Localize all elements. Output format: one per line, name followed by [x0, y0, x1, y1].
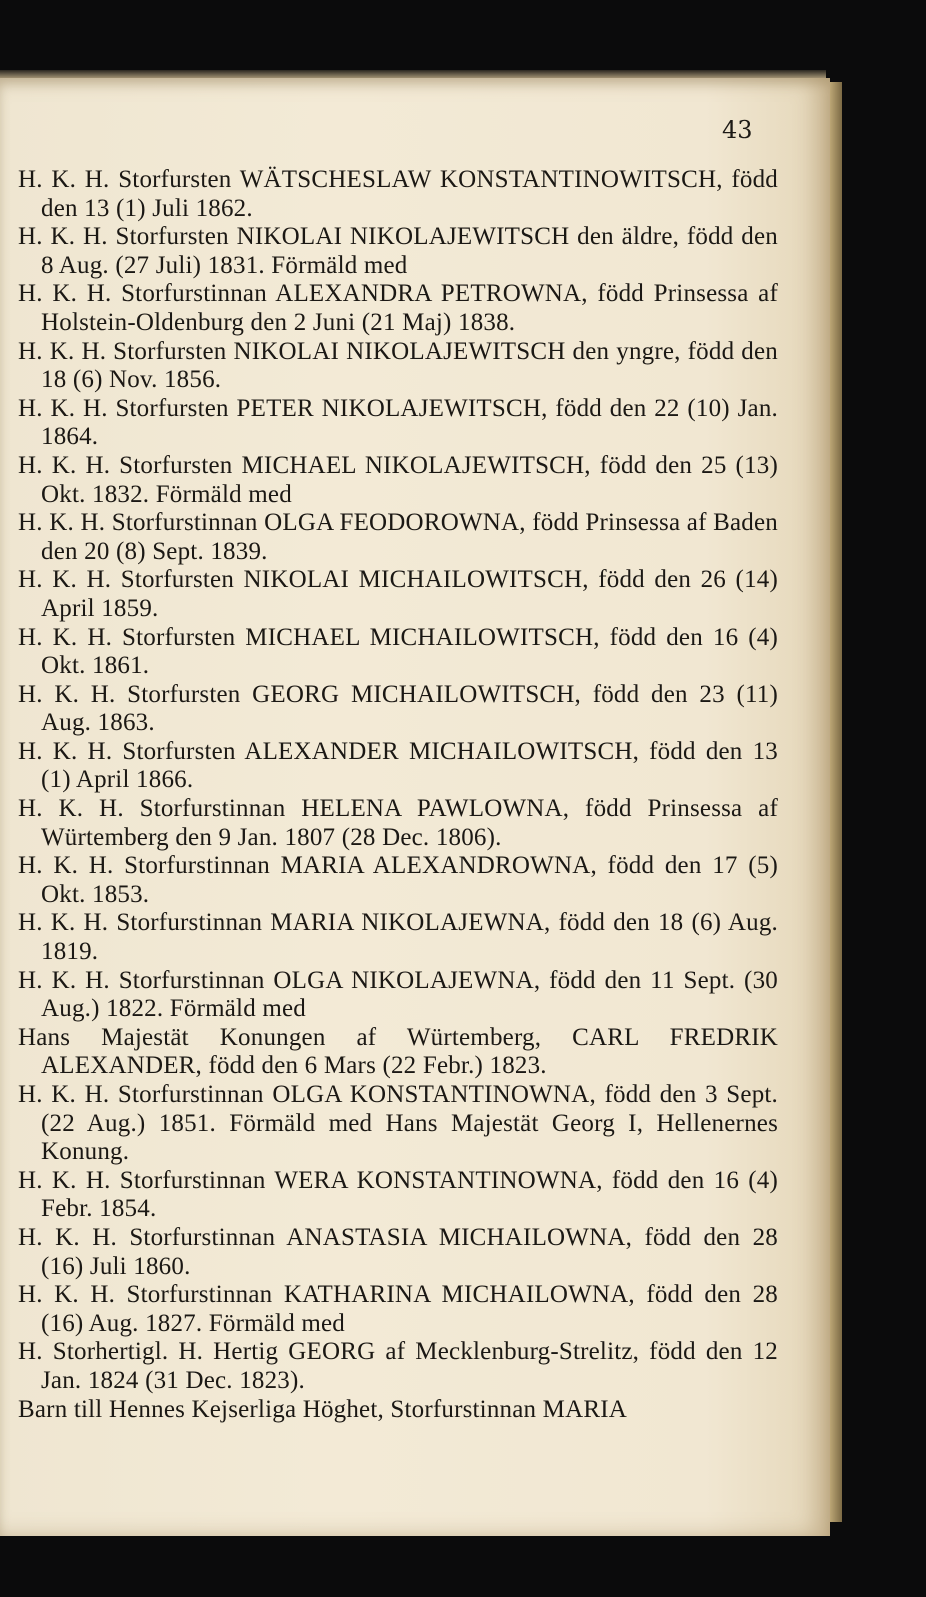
entry: H. K. H. Storfurstinnan OLGA NIKOLAJEWNA, född den 11 Sept. (30 Aug.) 1822. Förmäld med [18, 966, 778, 1023]
entry: H. K. H. Storfursten MICHAEL MICHAILOWITSCH, född den 16 (4) Okt. 1861. [18, 623, 778, 680]
entry: H. K. H. Storfurstinnan OLGA FEODOROWNA, född Prinsessa af Baden den 20 (8) Sept. 1839. [18, 509, 778, 565]
entry: H. K. H. Storfursten MICHAEL NIKOLAJEWITSCH, född den 25 (13) Okt. 1832. Förmäld med [18, 451, 778, 508]
page-number: 43 [722, 116, 753, 144]
entry: H. K. H. Storfurstinnan ANASTASIA MICHAILOWNA, född den 28 (16) Juli 1860. [18, 1223, 778, 1280]
entry: H. K. H. Storfurstinnan WERA KONSTANTINOWNA, född den 16 (4) Febr. 1854. [18, 1166, 778, 1223]
entry: H. K. H. Storfursten WÄTSCHESLAW KONSTANTINOWITSCH, född den 13 (1) Juli 1862. [18, 166, 778, 222]
entry: H. K. H. Storfurstinnan OLGA KONSTANTINOWNA, född den 3 Sept. (22 Aug.) 1851. Förmäld med Hans Majestät Georg I, Hellenernes Konung. [18, 1081, 778, 1166]
entry: H. K. H. Storfurstinnan KATHARINA MICHAILOWNA, född den 28 (16) Aug. 1827. Förmäld med [18, 1281, 778, 1337]
entry: H. K. H. Storfursten GEORG MICHAILOWITSCH, född den 23 (11) Aug. 1863. [18, 680, 778, 737]
entry: H. K. H. Storfurstinnan HELENA PAWLOWNA, född Prinsessa af Würtemberg den 9 Jan. 1807 (28 Dec. 1806). [18, 795, 778, 851]
page-text [18, 166, 778, 1424]
entry: H. K. H. Storfursten NIKOLAI NIKOLAJEWITSCH den äldre, född den 8 Aug. (27 Juli) 1831. Förmäld med [18, 223, 778, 279]
entry: H. K. H. Storfurstinnan MARIA NIKOLAJEWNA, född den 18 (6) Aug. 1819. [18, 909, 778, 966]
entry: H. Storhertigl. H. Hertig GEORG af Mecklenburg-Strelitz, född den 12 Jan. 1824 (31 Dec. 1823). [18, 1338, 778, 1394]
entry: Hans Majestät Konungen af Würtemberg, CARL FREDRIK ALEXANDER, född den 6 Mars (22 Febr.) 1823. [18, 1023, 778, 1080]
entry: H. K. H. Storfursten PETER NIKOLAJEWITSCH, född den 22 (10) Jan. 1864. [18, 394, 778, 451]
entry: H. K. H. Storfurstinnan ALEXANDRA PETROWNA, född Prinsessa af Holstein-Oldenburg den 2 Juni (21 Maj) 1838. [18, 280, 778, 336]
entry: H. K. H. Storfursten ALEXANDER MICHAILOWITSCH, född den 13 (1) April 1866. [18, 737, 778, 794]
entry: Barn till Hennes Kejserliga Höghet, Storfurstinnan MARIA [18, 1395, 628, 1423]
entry: H. K. H. Storfurstinnan MARIA ALEXANDROWNA, född den 17 (5) Okt. 1853. [18, 852, 778, 908]
entry: H. K. H. Storfursten NIKOLAI MICHAILOWITSCH, född den 26 (14) April 1859. [18, 566, 778, 622]
entry: H. K. H. Storfursten NIKOLAI NIKOLAJEWITSCH den yngre, född den 18 (6) Nov. 1856. [18, 337, 778, 394]
